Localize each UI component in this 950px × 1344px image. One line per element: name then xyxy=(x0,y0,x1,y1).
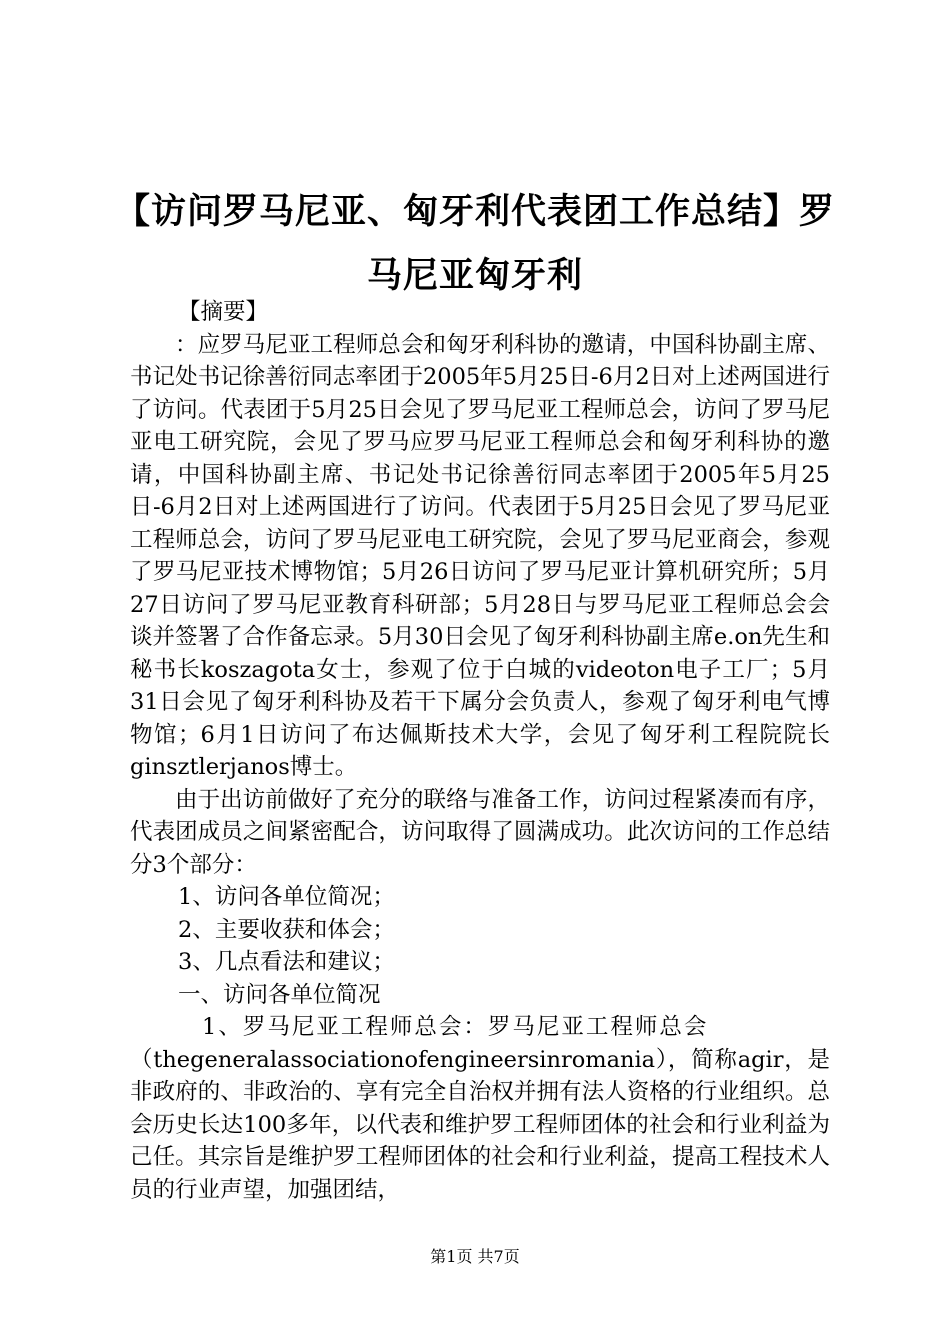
section-item-lead: 1、罗马尼亚工程师总会：罗马尼亚工程师总会 xyxy=(202,1014,709,1040)
list-item: 1、访问各单位简况； xyxy=(178,884,395,910)
document-body xyxy=(130,296,830,1206)
section-item-body: （thegeneralassociationofengineersinromania），简称agir，是非政府的、非政治的、享有完全自治权并拥有法人资格的行业组织。总会历史长达100多年，以代表和维护罗工程师团体的社会和行业利益为己任。其宗旨是维护罗工程师团体的社会和行业利益，提高工程技术人员的行业声望，加强团结， xyxy=(130,1046,830,1203)
document-title: 【访问罗马尼亚、匈牙利代表团工作总结】罗马尼亚匈牙利 xyxy=(114,192,835,296)
paragraph-intro: 由于出访前做好了充分的联络与准备工作，访问过程紧凑而有序，代表团成员之间紧密配合，访问取得了圆满成功。此次访问的工作总结分3个部分： xyxy=(130,786,830,878)
list-item: 3、几点看法和建议； xyxy=(178,949,395,975)
abstract-label: 【摘要】 xyxy=(178,299,269,325)
section-heading: 一、访问各单位简况 xyxy=(178,981,381,1008)
paragraph-abstract: ：应罗马尼亚工程师总会和匈牙利科协的邀请，中国科协副主席、书记处书记徐善衍同志率团于2005年5月25日-6月2日对上述两国进行了访问。代表团于5月25日会见了罗马尼亚工程师总会，访问了罗马尼亚电工研究院，会见了罗马应罗马尼亚工程师总会和匈牙利科协的邀请，中国科协副主席、书记处书记徐善衍同志率团于2005年5月25日-6月2日对上述两国进行了访问。代表团于5月25日会见了罗马尼亚工程师总会，访问了罗马尼亚电工研究院，会见了罗马尼亚商会，参观了罗马尼亚技术博物馆；5月26日访问了罗马尼亚计算机研究所；5月27日访问了罗马尼亚教育科研部；5月28日与罗马尼亚工程师总会会谈并签署了合作备忘录。5月30日会见了匈牙利科协副主席e.on先生和秘书长koszagota女士，参观了位于白城的videoton电子工厂；5月31日会见了匈牙利科协及若干下属分会负责人，参观了匈牙利电气博物馆；6月1日访问了布达佩斯技术大学，会见了匈牙利工程院院长ginsztlerjanos博士。 xyxy=(130,331,830,780)
page-footer: 第1页 共7页 xyxy=(430,1247,520,1266)
list-item: 2、主要收获和体会； xyxy=(178,916,395,943)
